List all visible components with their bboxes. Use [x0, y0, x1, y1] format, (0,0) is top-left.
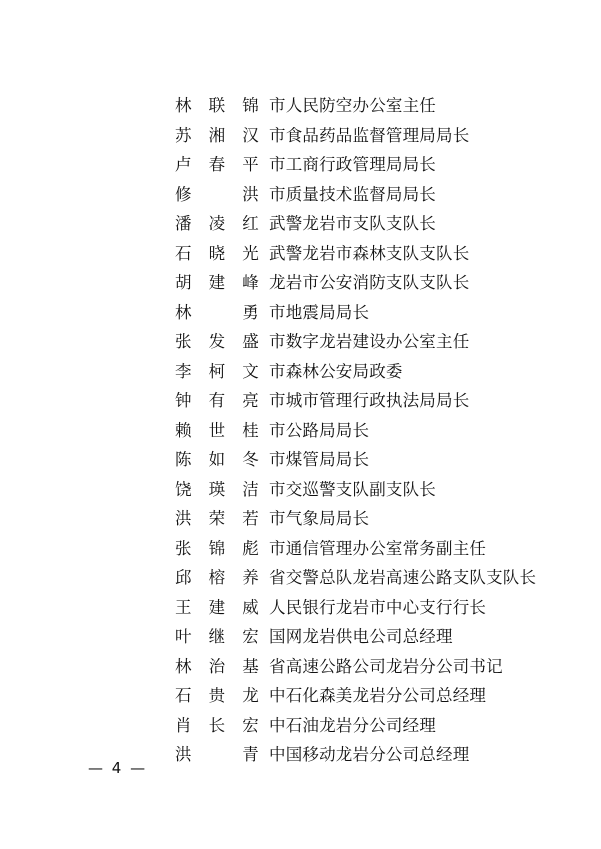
roster-row — [0, 712, 601, 742]
member-name: 修 洪 — [175, 184, 259, 204]
member-title: 市人民防空办公室主任 — [269, 96, 436, 115]
member-title: 市森林公安局政委 — [269, 361, 403, 381]
member-name: 林联锦 — [175, 96, 259, 115]
member-title: 市气象局局长 — [269, 509, 370, 528]
member-name: 王建威 — [175, 597, 259, 617]
member-name: 张锦彪 — [175, 538, 259, 558]
member-name: 邱榕养 — [175, 568, 259, 587]
roster-row — [0, 151, 601, 181]
roster-row — [0, 594, 601, 624]
roster-row — [0, 682, 601, 712]
member-name: 苏湘汉 — [175, 125, 259, 145]
member-title: 省高速公路公司龙岩分公司书记 — [269, 656, 503, 676]
roster-row — [0, 623, 601, 653]
roster-row — [0, 328, 601, 358]
member-name: 林 勇 — [175, 302, 259, 322]
member-title: 人民银行龙岩市中心支行行长 — [269, 597, 487, 617]
member-title: 市交巡警支队副支队长 — [269, 479, 436, 499]
member-title: 市质量技术监督局局长 — [269, 184, 436, 204]
member-title: 武警龙岩市支队支队长 — [269, 214, 436, 233]
member-name: 洪 青 — [175, 745, 259, 764]
member-title: 市食品药品监督管理局局长 — [269, 125, 470, 145]
roster-row — [0, 210, 601, 240]
member-title: 武警龙岩市森林支队支队长 — [269, 243, 470, 263]
roster-row — [0, 358, 601, 388]
roster-list — [0, 92, 601, 771]
member-title: 市地震局局长 — [269, 302, 370, 322]
member-title: 龙岩市公安消防支队支队长 — [269, 273, 470, 292]
page-footer — [0, 758, 601, 777]
member-name: 林治基 — [175, 656, 259, 676]
roster-row — [0, 564, 601, 594]
roster-row — [0, 417, 601, 447]
member-title: 市公路局局长 — [269, 420, 370, 440]
member-title: 市工商行政管理局局长 — [269, 155, 436, 174]
member-title: 国网龙岩供电公司总经理 — [269, 627, 453, 646]
page-number: — 4 — — [88, 759, 148, 777]
member-title: 市通信管理办公室常务副主任 — [269, 538, 487, 558]
member-title: 中石油龙岩分公司经理 — [269, 715, 436, 735]
member-name: 肖长宏 — [175, 715, 259, 735]
member-name: 石晓光 — [175, 243, 259, 263]
member-title: 市数字龙岩建设办公室主任 — [269, 332, 470, 351]
member-name: 石贵龙 — [175, 686, 259, 705]
member-title: 市城市管理行政执法局局长 — [269, 391, 470, 410]
roster-row — [0, 535, 601, 565]
roster-row — [0, 446, 601, 476]
roster-row — [0, 505, 601, 535]
member-name: 钟有亮 — [175, 391, 259, 410]
member-title: 市煤管局局长 — [269, 450, 370, 469]
member-name: 饶瑛洁 — [175, 479, 259, 499]
member-name: 卢春平 — [175, 155, 259, 174]
member-name: 叶继宏 — [175, 627, 259, 646]
roster-row — [0, 181, 601, 211]
roster-row — [0, 122, 601, 152]
roster-row — [0, 387, 601, 417]
roster-row — [0, 269, 601, 299]
member-name: 陈如冬 — [175, 450, 259, 469]
roster-row — [0, 653, 601, 683]
member-name: 胡建峰 — [175, 273, 259, 292]
member-title: 中国移动龙岩分公司总经理 — [269, 745, 470, 764]
roster-row — [0, 299, 601, 329]
member-title: 省交警总队龙岩高速公路支队支队长 — [269, 568, 537, 587]
member-name: 洪荣若 — [175, 509, 259, 528]
member-name: 潘凌红 — [175, 214, 259, 233]
roster-row — [0, 240, 601, 270]
member-name: 张发盛 — [175, 332, 259, 351]
roster-row — [0, 476, 601, 506]
roster-row — [0, 92, 601, 122]
member-title: 中石化森美龙岩分公司总经理 — [269, 686, 487, 705]
member-name: 李柯文 — [175, 361, 259, 381]
member-name: 赖世桂 — [175, 420, 259, 440]
